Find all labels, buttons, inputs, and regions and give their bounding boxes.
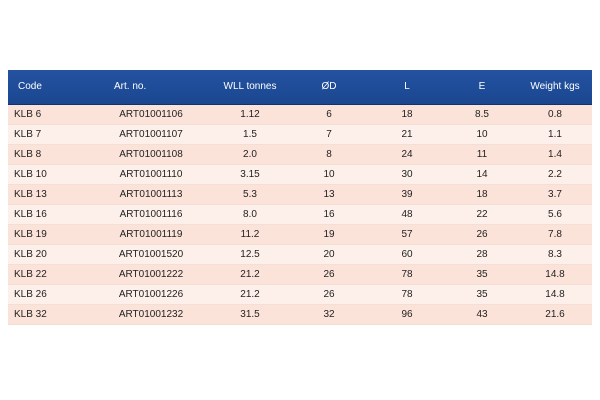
- cell-weight-kgs: 21.6: [518, 304, 592, 324]
- cell-code: KLB 6: [8, 104, 92, 124]
- cell-e: 11: [446, 144, 518, 164]
- cell-code: KLB 10: [8, 164, 92, 184]
- cell-weight-kgs: 8.3: [518, 244, 592, 264]
- cell-e: 28: [446, 244, 518, 264]
- cell-weight-kgs: 3.7: [518, 184, 592, 204]
- cell-code: KLB 13: [8, 184, 92, 204]
- cell-weight-kgs: 1.4: [518, 144, 592, 164]
- cell-weight-kgs: 14.8: [518, 284, 592, 304]
- table-header-row: [8, 70, 592, 104]
- cell-wll-tonnes: 5.3: [210, 184, 290, 204]
- table-body: [8, 104, 592, 324]
- cell-diameter: 16: [290, 204, 368, 224]
- cell-code: KLB 20: [8, 244, 92, 264]
- table-row: [8, 104, 592, 124]
- cell-diameter: 19: [290, 224, 368, 244]
- table-row: [8, 304, 592, 324]
- cell-length: 96: [368, 304, 446, 324]
- cell-e: 8.5: [446, 104, 518, 124]
- table-row: [8, 164, 592, 184]
- table-row: [8, 264, 592, 284]
- cell-length: 39: [368, 184, 446, 204]
- cell-wll-tonnes: 1.5: [210, 124, 290, 144]
- cell-wll-tonnes: 1.12: [210, 104, 290, 124]
- table-row: [8, 204, 592, 224]
- header-art-no: Art. no.: [92, 70, 210, 104]
- cell-wll-tonnes: 31.5: [210, 304, 290, 324]
- cell-weight-kgs: 1.1: [518, 124, 592, 144]
- table-row: [8, 184, 592, 204]
- table-row: [8, 284, 592, 304]
- cell-code: KLB 19: [8, 224, 92, 244]
- cell-code: KLB 8: [8, 144, 92, 164]
- table-row: [8, 244, 592, 264]
- header-weight-kgs: Weight kgs: [518, 70, 592, 104]
- cell-length: 21: [368, 124, 446, 144]
- cell-code: KLB 16: [8, 204, 92, 224]
- cell-e: 18: [446, 184, 518, 204]
- cell-e: 22: [446, 204, 518, 224]
- cell-code: KLB 22: [8, 264, 92, 284]
- cell-e: 10: [446, 124, 518, 144]
- cell-diameter: 6: [290, 104, 368, 124]
- cell-art-no: ART01001108: [92, 144, 210, 164]
- header-diameter: ØD: [290, 70, 368, 104]
- cell-code: KLB 7: [8, 124, 92, 144]
- cell-weight-kgs: 7.8: [518, 224, 592, 244]
- header-length: L: [368, 70, 446, 104]
- cell-art-no: ART01001116: [92, 204, 210, 224]
- cell-code: KLB 26: [8, 284, 92, 304]
- cell-weight-kgs: 2.2: [518, 164, 592, 184]
- cell-diameter: 13: [290, 184, 368, 204]
- cell-length: 57: [368, 224, 446, 244]
- table-row: [8, 224, 592, 244]
- cell-length: 18: [368, 104, 446, 124]
- cell-diameter: 26: [290, 264, 368, 284]
- cell-art-no: ART01001520: [92, 244, 210, 264]
- cell-art-no: ART01001106: [92, 104, 210, 124]
- cell-diameter: 8: [290, 144, 368, 164]
- cell-weight-kgs: 14.8: [518, 264, 592, 284]
- cell-wll-tonnes: 21.2: [210, 284, 290, 304]
- cell-length: 24: [368, 144, 446, 164]
- cell-e: 35: [446, 264, 518, 284]
- cell-wll-tonnes: 3.15: [210, 164, 290, 184]
- cell-code: KLB 32: [8, 304, 92, 324]
- cell-e: 26: [446, 224, 518, 244]
- spec-table: [8, 70, 592, 325]
- header-wll-tonnes: WLL tonnes: [210, 70, 290, 104]
- cell-weight-kgs: 0.8: [518, 104, 592, 124]
- cell-diameter: 26: [290, 284, 368, 304]
- cell-wll-tonnes: 12.5: [210, 244, 290, 264]
- table-row: [8, 144, 592, 164]
- cell-diameter: 7: [290, 124, 368, 144]
- cell-weight-kgs: 5.6: [518, 204, 592, 224]
- cell-length: 60: [368, 244, 446, 264]
- cell-art-no: ART01001226: [92, 284, 210, 304]
- cell-length: 30: [368, 164, 446, 184]
- cell-wll-tonnes: 8.0: [210, 204, 290, 224]
- cell-e: 43: [446, 304, 518, 324]
- header-code: Code: [8, 70, 92, 104]
- cell-e: 35: [446, 284, 518, 304]
- cell-diameter: 20: [290, 244, 368, 264]
- cell-diameter: 32: [290, 304, 368, 324]
- cell-art-no: ART01001119: [92, 224, 210, 244]
- cell-diameter: 10: [290, 164, 368, 184]
- cell-art-no: ART01001222: [92, 264, 210, 284]
- header-e: E: [446, 70, 518, 104]
- cell-art-no: ART01001113: [92, 184, 210, 204]
- cell-length: 78: [368, 264, 446, 284]
- cell-length: 78: [368, 284, 446, 304]
- cell-e: 14: [446, 164, 518, 184]
- cell-art-no: ART01001110: [92, 164, 210, 184]
- cell-wll-tonnes: 11.2: [210, 224, 290, 244]
- cell-wll-tonnes: 2.0: [210, 144, 290, 164]
- cell-art-no: ART01001107: [92, 124, 210, 144]
- cell-art-no: ART01001232: [92, 304, 210, 324]
- table-row: [8, 124, 592, 144]
- cell-wll-tonnes: 21.2: [210, 264, 290, 284]
- cell-length: 48: [368, 204, 446, 224]
